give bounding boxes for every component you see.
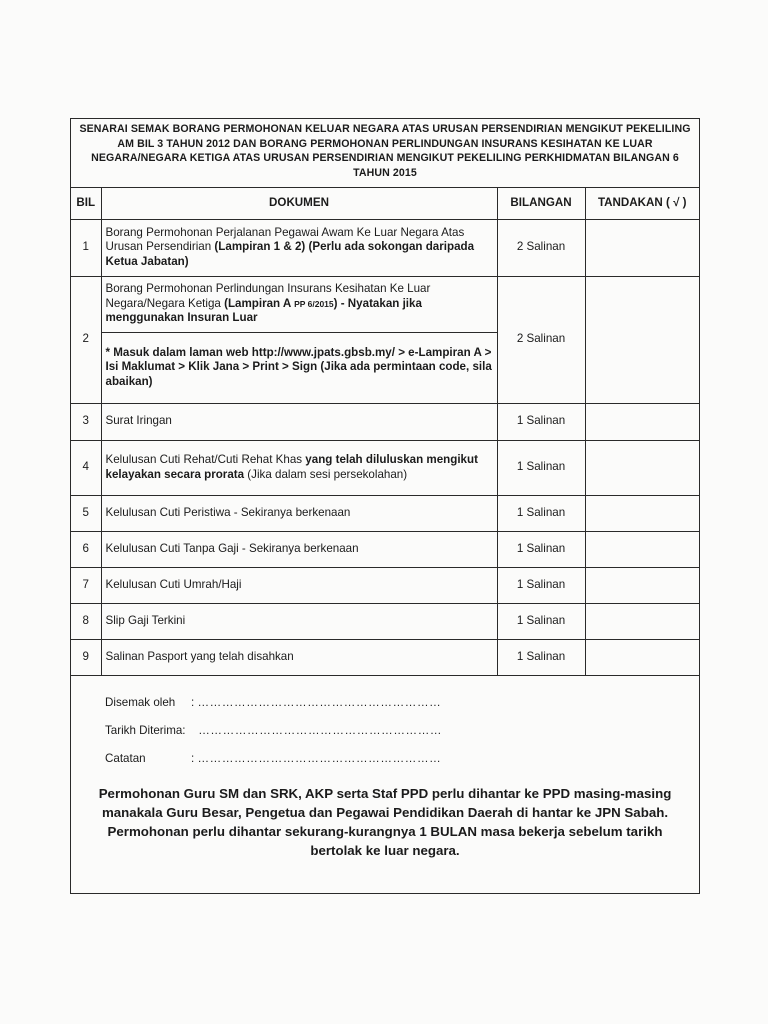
document-tail-text: (Jika dalam sesi persekolahan)	[244, 467, 408, 481]
row-number: 4	[71, 440, 101, 495]
document-bold-text: (Lampiran A	[224, 296, 295, 310]
row-number: 8	[71, 603, 101, 639]
document-cell: Surat Iringan	[101, 403, 497, 440]
table-row	[71, 403, 699, 440]
row-number: 7	[71, 567, 101, 603]
row-number: 6	[71, 531, 101, 567]
quantity-cell: 1 Salinan	[497, 603, 585, 639]
colon: :	[191, 751, 195, 765]
header-bil: BIL	[71, 188, 101, 219]
table-row	[71, 639, 699, 675]
table-header-row	[71, 188, 699, 219]
table-row	[71, 603, 699, 639]
row-number: 3	[71, 403, 101, 440]
document-bold-text: ) - Nyatakan jika menggunakan Insuran Luar	[105, 296, 422, 325]
tick-box[interactable]	[585, 567, 699, 603]
document-cell: Salinan Pasport yang telah disahkan	[101, 639, 497, 675]
row-number: 2	[71, 276, 101, 403]
tick-box[interactable]	[585, 531, 699, 567]
header-tandakan: TANDAKAN ( √ )	[585, 188, 699, 219]
table-row	[71, 567, 699, 603]
table-row	[71, 495, 699, 531]
document-text: Borang Permohonan Perlindungan Insurans Kesihatan Ke Luar Negara/Negara Ketiga	[105, 282, 431, 310]
checked-by-field[interactable]: ……………………………………………………	[197, 695, 442, 709]
form-footer	[71, 676, 699, 904]
table-row	[71, 276, 699, 332]
tick-box[interactable]	[585, 276, 699, 403]
document-note-cell	[101, 332, 497, 403]
document-bold-text: yang telah diluluskan mengikut kelayakan secara prorata	[105, 453, 478, 481]
tick-box[interactable]	[585, 219, 699, 276]
checklist-form	[70, 118, 700, 894]
row-number: 1	[71, 219, 101, 276]
notes-line	[105, 752, 441, 765]
header-dokumen: DOKUMEN	[101, 188, 497, 219]
quantity-cell: 1 Salinan	[497, 567, 585, 603]
checklist-table	[71, 188, 699, 676]
table-row	[71, 440, 699, 495]
tick-box[interactable]	[585, 403, 699, 440]
submission-notice: Permohonan Guru SM dan SRK, AKP serta Staf PPD perlu dihantar ke PPD masing-masing manakala Guru Besar, Pengetua dan Pegawai Pendidikan Daerah di hantar ke JPN Sabah. Permohonan perlu dihantar sekurang-kurangnya 1 BULAN masa bekerja sebelum tarikh bertolak ke luar negara.	[98, 785, 672, 858]
document-cell	[101, 276, 497, 332]
form-title: SENARAI SEMAK BORANG PERMOHONAN KELUAR NEGARA ATAS URUSAN PERSENDIRIAN MENGIKUT PEKELILING AM BIL 3 TAHUN 2012 DAN BORANG PERMOHONAN PERLINDUNGAN INSURANS KESIHATAN KE LUAR NEGARA/NEGARA KETIGA ATAS URUSAN PERSENDIRIAN MENGIKUT PEKELILING PERKHIDMATAN BILANGAN 6 TAHUN 2015	[71, 119, 699, 188]
tick-box[interactable]	[585, 495, 699, 531]
quantity-cell: 1 Salinan	[497, 531, 585, 567]
header-bilangan: BILANGAN	[497, 188, 585, 219]
document-cell: Kelulusan Cuti Umrah/Haji	[101, 567, 497, 603]
date-received-field[interactable]: ……………………………………………………	[198, 723, 443, 737]
quantity-cell: 1 Salinan	[497, 440, 585, 495]
tick-box[interactable]	[585, 603, 699, 639]
table-row	[71, 531, 699, 567]
row-number: 9	[71, 639, 101, 675]
document-cell	[101, 219, 497, 276]
document-cell	[101, 440, 497, 495]
colon: :	[191, 695, 195, 709]
quantity-cell: 2 Salinan	[497, 219, 585, 276]
date-received-label: Tarikh Diterima:	[105, 723, 186, 737]
document-cell: Slip Gaji Terkini	[101, 603, 497, 639]
document-ref-text: PP 6/2015	[294, 298, 334, 309]
notes-label: Catatan	[105, 751, 146, 765]
table-row	[71, 219, 699, 276]
checked-by-line	[105, 696, 441, 709]
document-text: Borang Permohonan Perjalanan Pegawai Awam Ke Luar Negara Atas Urusan Persendirian	[105, 225, 465, 254]
notes-field[interactable]: ……………………………………………………	[197, 751, 442, 765]
checked-by-label: Disemak oleh	[105, 695, 176, 709]
document-cell: Kelulusan Cuti Peristiwa - Sekiranya berkenaan	[101, 495, 497, 531]
tick-box[interactable]	[585, 639, 699, 675]
quantity-cell: 1 Salinan	[497, 639, 585, 675]
quantity-cell: 1 Salinan	[497, 403, 585, 440]
quantity-cell: 2 Salinan	[497, 276, 585, 403]
tick-box[interactable]	[585, 440, 699, 495]
document-bold-text: (Lampiran 1 & 2) (Perlu ada sokongan daripada Ketua Jabatan)	[105, 240, 475, 268]
document-cell: Kelulusan Cuti Tanpa Gaji - Sekiranya berkenaan	[101, 531, 497, 567]
quantity-cell: 1 Salinan	[497, 495, 585, 531]
document-text: Kelulusan Cuti Rehat/Cuti Rehat Khas	[105, 453, 306, 466]
date-received-line	[105, 724, 442, 737]
document-note-text: * Masuk dalam laman web http://www.jpats.gbsb.my/ > e-Lampiran A > Isi Maklumat > Klik Jana > Print > Sign (Jika ada permintaan code, sila abaikan)	[105, 345, 492, 388]
row-number: 5	[71, 495, 101, 531]
